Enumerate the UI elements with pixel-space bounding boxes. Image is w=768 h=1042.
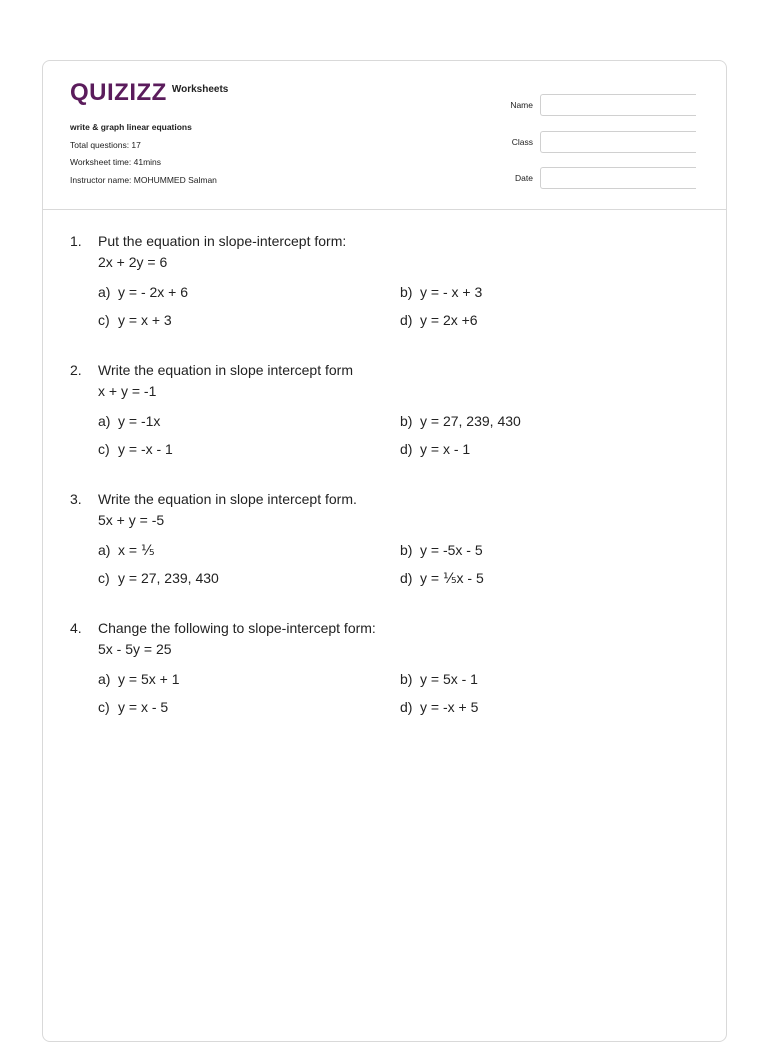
answer-option	[400, 310, 640, 331]
answer-option	[400, 697, 640, 718]
name-label: Name	[510, 100, 533, 111]
date-field-row	[473, 160, 696, 197]
worksheet-time: Worksheet time: 41mins	[70, 157, 162, 167]
answer-option	[98, 439, 400, 460]
answer-option	[98, 669, 400, 690]
answer-option	[98, 568, 400, 589]
option-text: y = 27, 239, 430	[118, 570, 219, 586]
question-text: Write the equation in slope intercept form x + y = -1	[98, 362, 353, 399]
answer-options	[98, 282, 710, 331]
name-field[interactable]	[540, 94, 696, 116]
option-letter: d)	[400, 441, 413, 457]
question-text: Write the equation in slope intercept form. 5x + y = -5	[98, 491, 357, 528]
class-field-row	[473, 124, 696, 161]
question-number: 4.	[70, 620, 82, 636]
quizizz-logo	[70, 81, 228, 105]
question-number: 2.	[70, 362, 82, 378]
question-item	[70, 231, 710, 331]
worksheet-header	[43, 61, 726, 210]
option-letter: d)	[400, 312, 413, 328]
option-text: y = ⅕x - 5	[420, 570, 484, 586]
question-item	[70, 618, 710, 718]
class-label: Class	[511, 136, 533, 147]
instructor-name: Instructor name: MOHUMMED Salman	[70, 174, 217, 185]
date-label: Date	[515, 173, 533, 184]
question-item	[70, 489, 710, 589]
option-letter: c)	[98, 312, 110, 328]
total-questions: Total questions: 17	[70, 139, 141, 150]
name-field-row	[473, 87, 696, 124]
answer-option	[400, 540, 640, 561]
option-text: y = - x + 3	[420, 284, 483, 300]
answer-options	[98, 669, 710, 718]
answer-option	[98, 411, 400, 432]
option-text: y = 2x +6	[420, 312, 478, 328]
option-text: y = 27, 239, 430	[420, 413, 521, 429]
answer-option	[98, 697, 400, 718]
option-letter: b)	[400, 542, 413, 558]
answer-option	[400, 282, 640, 303]
answer-option	[98, 540, 400, 561]
option-letter: b)	[400, 284, 413, 300]
question-list	[70, 231, 710, 747]
question-number: 1.	[70, 233, 82, 249]
answer-option	[98, 282, 400, 303]
option-text: y = x + 3	[118, 312, 172, 328]
logo-wordmark: QUIZIZZ	[70, 79, 167, 106]
answer-option	[400, 411, 640, 432]
worksheet-page	[42, 60, 727, 1042]
option-text: y = x - 5	[118, 699, 169, 715]
question-item	[70, 360, 710, 460]
option-letter: a)	[98, 671, 111, 687]
question-text: Put the equation in slope-intercept form: 2x + 2y = 6	[98, 233, 347, 270]
option-letter: a)	[98, 542, 111, 558]
answer-option	[400, 439, 640, 460]
option-text: y = -x - 1	[118, 441, 173, 457]
answer-option	[400, 669, 640, 690]
option-letter: b)	[400, 413, 413, 429]
option-letter: a)	[98, 284, 111, 300]
question-number: 3.	[70, 491, 82, 507]
option-text: y = -1x	[118, 413, 161, 429]
option-letter: c)	[98, 570, 110, 586]
option-letter: d)	[400, 699, 413, 715]
worksheet-topic: write & graph linear equations	[70, 122, 192, 132]
option-text: y = -x + 5	[420, 699, 479, 715]
option-letter: d)	[400, 570, 413, 586]
option-text: x = ⅕	[118, 542, 155, 558]
answer-option	[98, 310, 400, 331]
date-field[interactable]	[540, 167, 696, 189]
option-text: y = 5x - 1	[420, 671, 478, 687]
option-text: y = -5x - 5	[420, 542, 483, 558]
question-text: Change the following to slope-intercept form: 5x - 5y = 25	[98, 620, 376, 657]
option-letter: b)	[400, 671, 413, 687]
logo-subtitle: Worksheets	[171, 84, 229, 95]
option-text: y = - 2x + 6	[118, 284, 189, 300]
class-field[interactable]	[540, 131, 696, 153]
student-fields	[473, 87, 696, 197]
option-letter: c)	[98, 699, 110, 715]
option-text: y = 5x + 1	[118, 671, 180, 687]
answer-options	[98, 411, 710, 460]
option-letter: c)	[98, 441, 110, 457]
answer-option	[400, 568, 640, 589]
option-letter: a)	[98, 413, 111, 429]
answer-options	[98, 540, 710, 589]
worksheet-meta	[70, 121, 217, 191]
option-text: y = x - 1	[420, 441, 471, 457]
